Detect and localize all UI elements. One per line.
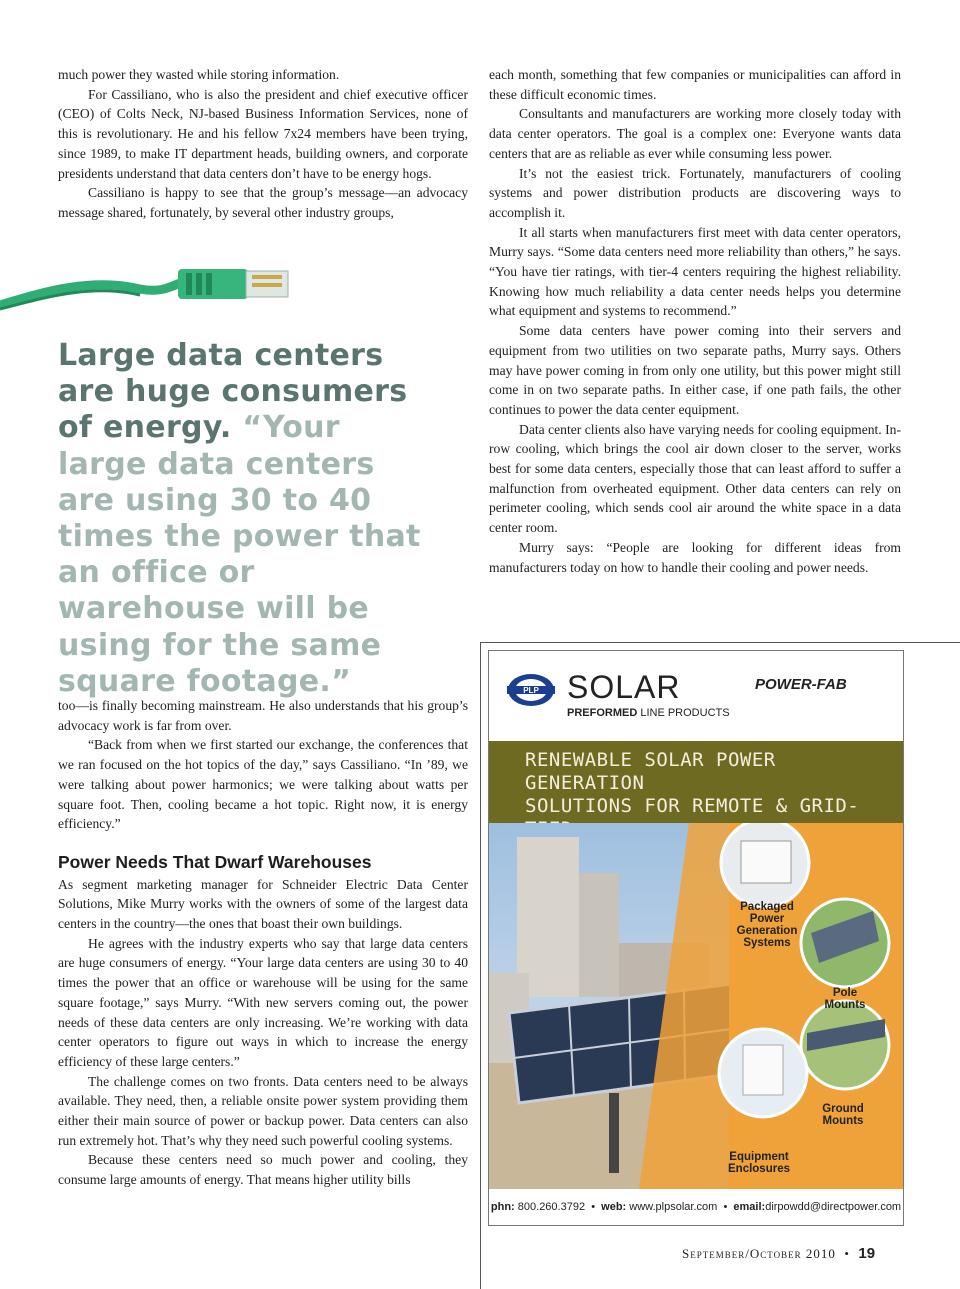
page-number: 19: [858, 1245, 876, 1262]
paragraph: Murry says: “People are looking for different ideas from manufacturers today on how to handle their cooling and power needs.: [489, 539, 901, 575]
plp-logo-text: PLP: [523, 686, 539, 695]
ad-contact-footer: phn: 800.260.3792 • web: www.plpsolar.com • email:dirpowdd@directpower.com: [489, 1189, 903, 1225]
banner-line: SOLUTIONS FOR REMOTE & GRID-: [525, 795, 860, 817]
paragraph: It’s not the easiest trick. Fortunately, manufacturers of cooling systems and power distribution products are discovering ways to accomplish it.: [489, 165, 901, 220]
email-label: email:: [733, 1201, 766, 1213]
ad-banner: [489, 741, 903, 823]
label-packaged-power: Packaged Power Generation Systems: [736, 901, 798, 949]
solar-logo-text: SOLAR: [567, 669, 681, 705]
paragraph: Consultants and manufacturers are working more closely today with data center operators. The goal is a complex one: Everyone wants data centers that are as reliable as ever while consuming less power.: [489, 106, 901, 161]
section-subhead: Power Needs That Dwarf Warehouses: [58, 851, 372, 872]
paragraph: As segment marketing manager for Schneider Electric Data Center Solutions, Mike Murry works with the owners of some of the largest data centers in the country—the ones that boast their own buildings.: [58, 876, 468, 932]
paragraph: The challenge comes on two fronts. Data centers need to be always available. They need, then, a reliable onsite power system providing them either their main source of power or backup power. Data centers can also run extremely hot. That’s why they need such powerful cooling systems.: [58, 1073, 468, 1148]
article-column-right: [489, 65, 901, 577]
web-url[interactable]: www.plpsolar.com: [629, 1201, 718, 1213]
web-label: web:: [601, 1201, 627, 1213]
banner-line: RENEWABLE SOLAR POWER GENERATION: [525, 749, 776, 794]
advertisement[interactable]: [488, 650, 904, 1226]
ethernet-cable-illustration: [0, 255, 300, 335]
phone-number: 800.260.3792: [517, 1201, 586, 1213]
paragraph: Some data centers have power coming into their servers and equipment from two utilities on two separate paths, Murry says. Others may have power coming in from only one utility, but this power might still come in on two separate paths. In either case, if one path fails, the other continues to power the data center equipment.: [489, 323, 901, 417]
paragraph: Data center clients also have varying needs for cooling equipment. In-row cooling, which brings the cool air down closer to the server, works best for some data centers, especially those that can least afford to suffer a malfunction from overheated equipment. Other data centers can rely on perimeter cooling, which sends cool air around the white space in a data center room.: [489, 421, 901, 536]
label-ground-mounts: Ground Mounts: [822, 1103, 864, 1127]
pull-quote: [58, 338, 428, 700]
email-address[interactable]: dirpowdd@directpower.com: [765, 1201, 902, 1213]
paragraph: Cassiliano is happy to see that the group’s message—an advocacy message shared, fortunately, by several other industry groups,: [58, 185, 468, 220]
preformed-bold: PREFORMED: [567, 707, 638, 719]
issue-date: September/October 2010: [682, 1246, 836, 1261]
preformed-rest: LINE PRODUCTS: [637, 707, 730, 719]
article-column-left-top: [58, 65, 468, 223]
paragraph: too—is finally becoming mainstream. He also understands that his group’s advocacy work is far from over.: [58, 698, 468, 733]
paragraph: each month, something that few companies or municipalities can afford in these difficult economic times.: [489, 67, 901, 102]
paragraph: Because these centers need so much power and cooling, they consume large amounts of energy. That means higher utility bills: [58, 1152, 468, 1188]
paragraph: “Back from when we first started our exchange, the conferences that we ran focused on the hot topics of the day,” says Cassiliano. “In ’89, we were talking about power harmonics; we were talking about watts per square foot. Then, cooling became a hot topic. Right now, it is energy efficiency.”: [58, 737, 468, 832]
paragraph: It all starts when manufacturers first meet with data center operators, Murry says. “Some data centers need more reliability than others,” he says. “You have tier ratings, with tier-4 centers requiring the highest reliability. Knowing how much reliability a data center needs helps you determine what equipment and systems to recommend.”: [489, 224, 901, 319]
powerfab-logo-text: POWER-FAB: [755, 676, 847, 693]
preformed-tagline: [567, 707, 730, 719]
page-folio: September/October 2010 • 19: [682, 1245, 876, 1262]
paragraph: For Cassiliano, who is also the president and chief executive officer (CEO) of Colts Neck, NJ-based Business Information Services, none of this is revolutionary. He and his fellow 7x24 members have been trying, since 1989, to make IT department heads, building owners, and corporate presidents understand that data centers don’t have to be energy hogs.: [58, 86, 468, 181]
ad-divider-vertical: [480, 642, 481, 1289]
plp-logo-icon: [507, 673, 555, 707]
label-pole-mounts: Pole Mounts: [824, 987, 866, 1011]
article-column-left-bottom: [58, 696, 468, 1190]
paragraph: much power they wasted while storing information.: [58, 67, 340, 82]
pull-quote-text: “Your large data centers are using 30 to 40 times the power that an office or warehouse will be using for the same square footage.”: [58, 410, 421, 699]
phone-label: phn:: [490, 1201, 515, 1213]
ad-divider-horizontal: [480, 642, 960, 643]
pull-quote-lead: Large data centers are huge consumers of energy.: [58, 338, 408, 446]
label-equipment-enclosures: Equipment Enclosures: [728, 1151, 790, 1175]
paragraph: He agrees with the industry experts who say that large data centers are huge consumers of energy. “Your large data centers are using 30 to 40 times the power that an office or warehouse will be using for the same square footage,” says Murry. “With new servers coming out, the power needs of these data centers are only increasing. We’re working with data center operators to figure out ways in which to increase the energy efficiency of these large centers.”: [58, 935, 468, 1069]
ad-header: [489, 651, 903, 741]
